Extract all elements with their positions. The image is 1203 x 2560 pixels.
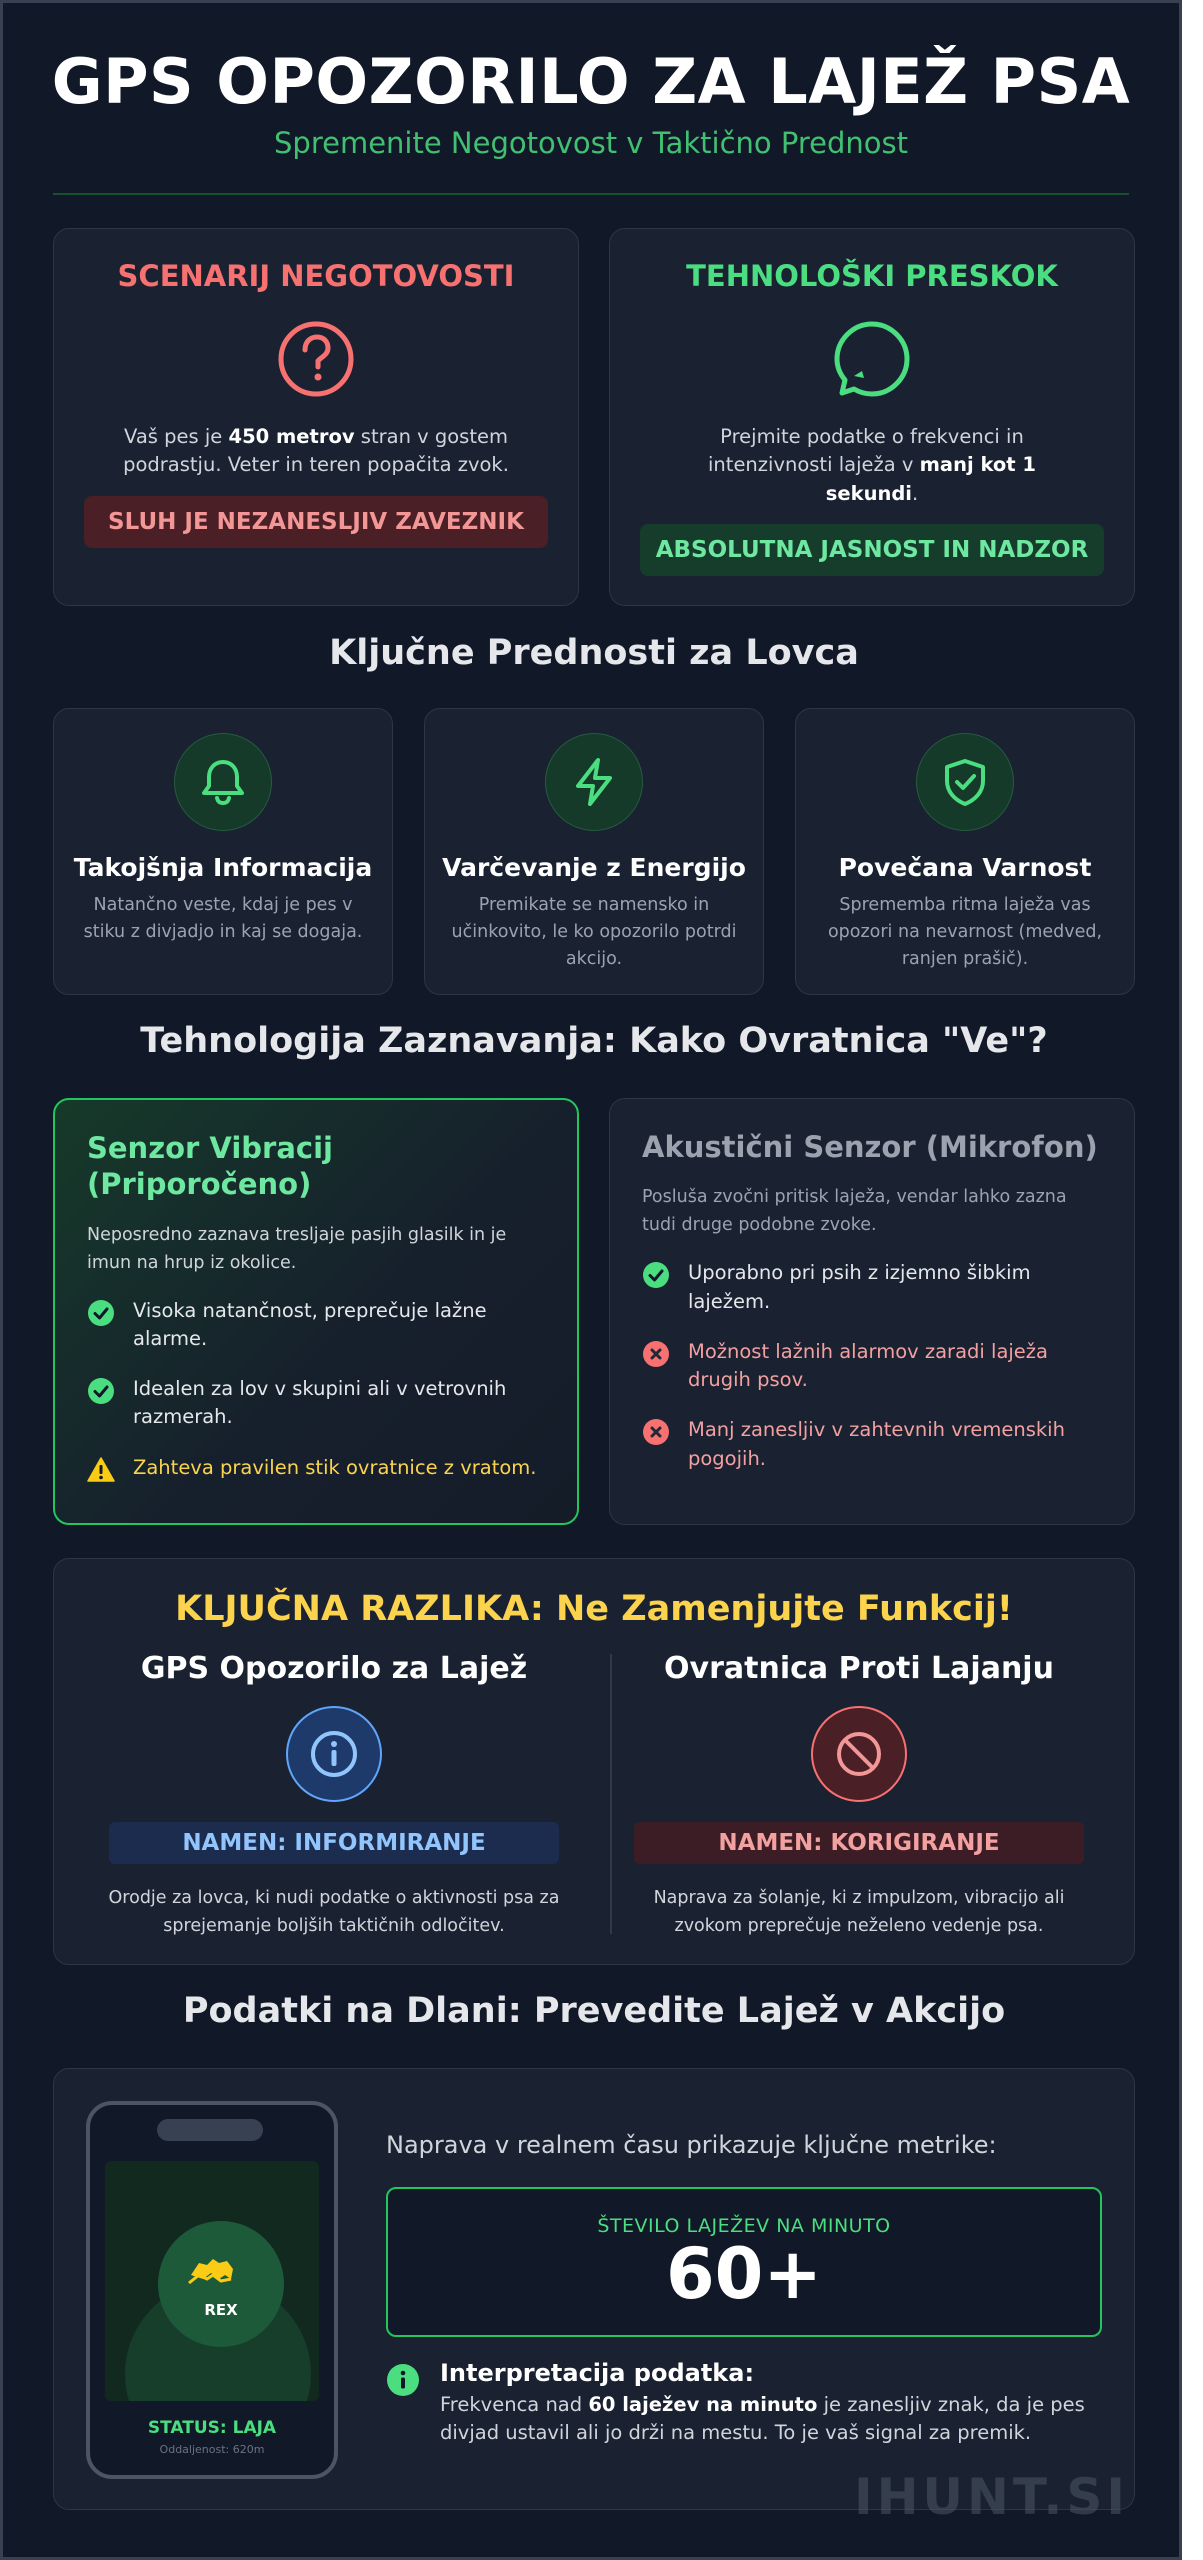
map-screen <box>105 2161 319 2401</box>
page-title: GPS OPOZORILO ZA LAJEŽ PSA <box>51 45 1131 118</box>
list-item <box>642 1338 1102 1395</box>
scenario-title: TEHNOLOŠKI PRESKOK <box>686 259 1058 293</box>
anti-bark-column <box>624 1651 1094 1940</box>
sensor-desc: Posluša zvočni pritisk laježa, vendar lahko zazna tudi druge podobne zvoke. <box>642 1187 1067 1236</box>
x-icon <box>642 1340 672 1370</box>
acoustic-sensor-card <box>609 1098 1135 1525</box>
column-divider <box>610 1654 612 1934</box>
dog-name-label: REX <box>204 2301 238 2319</box>
vibration-sensor-card <box>53 1098 579 1525</box>
page-subtitle: Spremenite Negotovost v Taktično Prednost <box>274 126 908 160</box>
metric-value: 60+ <box>665 2233 823 2315</box>
key-difference-title: KLJUČNA RAZLIKA: Ne Zamenjujte Funkcij! <box>175 1589 1013 1629</box>
scenario-tech-card <box>609 228 1135 606</box>
benefit-card <box>53 708 393 995</box>
question-circle-icon <box>276 319 356 399</box>
benefit-title: Takojšnja Informacija <box>73 853 373 882</box>
lightning-icon <box>545 733 643 831</box>
list-item <box>642 1259 1102 1316</box>
benefit-title: Varčevanje z Energijo <box>442 853 746 882</box>
purpose-badge: NAMEN: INFORMIRANJE <box>109 1822 559 1864</box>
sensor-title: Akustični Senzor (Mikrofon) <box>642 1130 1098 1164</box>
benefit-title: Povečana Varnost <box>838 853 1092 882</box>
column-heading: GPS Opozorilo za Lajež <box>140 1651 528 1686</box>
list-item-text: Manj zanesljiv v zahtevnih vremenskih pogojih. <box>688 1418 1065 1470</box>
phone-mockup <box>86 2101 338 2479</box>
x-icon <box>642 1418 672 1448</box>
phone-notch <box>157 2119 263 2141</box>
scenario-text: Vaš pes je 450 metrov stran v gostem podrastju. Veter in teren popačita zvok. <box>123 425 509 477</box>
check-icon <box>87 1377 117 1407</box>
interpretation-text: Frekvenca nad 60 laježev na minuto je zanesljiv znak, da je pes divjad ustavil ali jo drži na mestu. To je vaš signal za premik. <box>440 2393 1085 2445</box>
dog-distance: Oddaljenost: 620m <box>159 2443 265 2456</box>
sensor-feature-list <box>642 1259 1102 1473</box>
header <box>3 3 1179 160</box>
list-item-text: Idealen za lov v skupini ali v vetrovnih razmerah. <box>133 1377 507 1429</box>
benefit-text: Premikate se namensko in učinkovito, le ko opozorilo potrdi akcijo. <box>451 895 737 970</box>
check-icon <box>87 1299 117 1329</box>
scenario-text: Prejmite podatke o frekvenci in intenzivnosti laježa v manj kot 1 sekundi. <box>708 425 1036 505</box>
benefits-title: Ključne Prednosti za Lovca <box>329 633 859 673</box>
scenario-badge: ABSOLUTNA JASNOST IN NADZOR <box>640 524 1104 576</box>
list-item <box>87 1297 545 1354</box>
list-item-text: Zahteva pravilen stik ovratnice z vratom. <box>133 1455 537 1479</box>
warning-icon <box>87 1456 117 1486</box>
purpose-badge: NAMEN: KORIGIRANJE <box>634 1822 1084 1864</box>
data-intro: Naprava v realnem času prikazuje ključne metrike: <box>386 2131 997 2159</box>
column-heading: Ovratnica Proti Lajanju <box>664 1651 1054 1686</box>
info-icon <box>386 2363 420 2397</box>
watermark-logo: IHUNT.SI <box>853 2468 1129 2526</box>
list-item <box>87 1375 545 1432</box>
key-difference-card <box>53 1558 1135 1965</box>
column-text: Orodje za lovca, ki nudi podatke o aktivnosti psa za sprejemanje boljših taktičnih odločitev. <box>108 1888 560 1936</box>
dog-status: STATUS: LAJA <box>147 2418 277 2438</box>
list-item-text: Visoka natančnost, preprečuje lažne alarme. <box>133 1298 487 1350</box>
bell-icon <box>174 733 272 831</box>
bark-rate-metric <box>386 2187 1102 2337</box>
shield-check-icon <box>916 733 1014 831</box>
data-card <box>53 2068 1135 2510</box>
info-icon <box>286 1706 382 1802</box>
scenario-uncertainty-card <box>53 228 579 606</box>
gps-alert-column <box>99 1651 569 1940</box>
chat-bubble-icon <box>832 319 912 399</box>
sensor-title: Senzor Vibracij (Priporočeno) <box>87 1131 333 1202</box>
interpretation-block <box>386 2359 1102 2448</box>
benefit-card <box>795 708 1135 995</box>
list-item-text: Možnost lažnih alarmov zaradi laježa drugih psov. <box>688 1339 1048 1392</box>
check-icon <box>642 1261 672 1291</box>
sensor-feature-list <box>87 1297 545 1486</box>
benefit-card <box>424 708 764 995</box>
list-item <box>642 1416 1102 1473</box>
scenario-title: SCENARIJ NEGOTOVOSTI <box>117 259 515 293</box>
list-item <box>87 1454 545 1486</box>
sensor-desc: Neposredno zaznava tresljaje pasjih glasilk in je imun na hrup iz okolice. <box>87 1224 507 1273</box>
dog-icon <box>185 2253 239 2293</box>
interpretation-title: Interpretacija podatka: <box>440 2359 755 2387</box>
header-divider <box>53 193 1129 195</box>
data-section-title: Podatki na Dlani: Prevedite Lajež v Akcijo <box>182 1991 1006 2031</box>
benefit-text: Natančno veste, kdaj je pes v stiku z divjadjo in kaj se dogaja. <box>83 895 363 943</box>
ban-icon <box>811 1706 907 1802</box>
scenario-badge: SLUH JE NEZANESLJIV ZAVEZNIK <box>84 496 548 548</box>
benefit-text: Sprememba ritma laježa vas opozori na nevarnost (medved, ranjen prašič). <box>827 895 1103 970</box>
list-item-text: Uporabno pri psih z izjemno šibkim laježem. <box>688 1261 1031 1313</box>
metric-label: ŠTEVILO LAJEŽEV NA MINUTO <box>597 2215 891 2237</box>
sensors-title: Tehnologija Zaznavanja: Kako Ovratnica "Ve"? <box>140 1021 1048 1061</box>
column-text: Naprava za šolanje, ki z impulzom, vibracijo ali zvokom preprečuje neželeno vedenje psa. <box>653 1888 1065 1936</box>
